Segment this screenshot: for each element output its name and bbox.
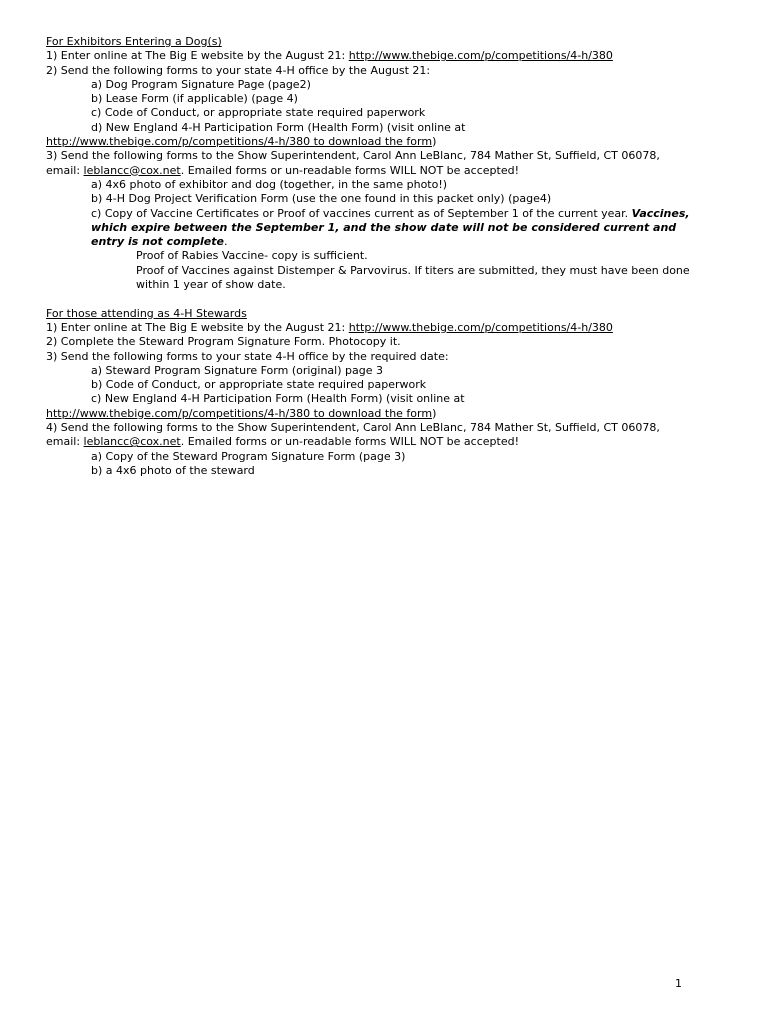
exhibitor-step-3c-warning-2: which expire between the September 1, and the show date will not be considered current and [91,220,677,234]
vaccine-text: c) Copy of Vaccine Certificates or Proof of vaccines current as of September 1 of the current year. [91,206,632,220]
steward-step-3b: b) Code of Conduct, or appropriate state required paperwork [91,378,427,392]
rabies-proof: Proof of Rabies Vaccine- copy is sufficient. [136,249,368,263]
steward-step-3c-link-line [46,407,726,421]
email-link[interactable]: leblancc@cox.net [83,435,181,449]
exhibitor-step-3-email-line [46,164,726,178]
exhibitor-step-3b: b) 4-H Dog Project Verification Form (use the one found in this packet only) (page4) [91,192,552,206]
close-paren: ) [432,406,437,420]
email-label: email: [46,435,84,449]
steward-step-4-email-line [46,435,726,449]
step-text: 1) Enter online at The Big E website by the August 21: [46,320,349,334]
exhibitor-step-3c [46,207,726,221]
exhibitor-step-3: 3) Send the following forms to the Show Superintendent, Carol Ann LeBlanc, 784 Mather St, Suffield, CT 06078, [46,149,660,163]
section-gap [46,292,726,306]
exhibitor-step-1 [46,49,726,63]
competition-link[interactable]: http://www.thebige.com/p/competitions/4-h/380 [348,49,613,63]
steward-step-2: 2) Complete the Steward Program Signature Form. Photocopy it. [46,335,401,349]
steward-step-3a: a) Steward Program Signature Form (original) page 3 [91,363,383,377]
exhibitor-step-2d: d) New England 4-H Participation Form (Health Form) (visit online at [91,120,466,134]
step-text: 1) Enter online at The Big E website by the August 21: [46,49,349,63]
steward-step-3: 3) Send the following forms to your state 4-H office by the required date: [46,349,449,363]
distemper-proof: Proof of Vaccines against Distemper & Parvovirus. If titers are submitted, they must have been done [136,263,690,277]
vaccine-warning-end: entry is not complete [91,235,224,249]
close-paren: ) [432,135,437,149]
steward-step-4: 4) Send the following forms to the Show Superintendent, Carol Ann LeBlanc, 784 Mather St, Suffield, CT 06078, [46,421,660,435]
steward-step-4a: a) Copy of the Steward Program Signature Form (page 3) [91,449,406,463]
vaccine-warning: Vaccines, [631,206,690,220]
exhibitor-step-2a: a) Dog Program Signature Page (page2) [91,77,311,91]
email-label: email: [46,163,84,177]
section-heading-stewards: For those attending as 4-H Stewards [46,306,247,320]
exhibitor-step-2c: c) Code of Conduct, or appropriate state required paperwork [91,106,426,120]
exhibitor-step-2: 2) Send the following forms to your state 4-H office by the August 21: [46,63,431,77]
exhibitor-step-2b: b) Lease Form (if applicable) (page 4) [91,92,298,106]
exhibitor-step-3a: a) 4x6 photo of exhibitor and dog (together, in the same photo!) [91,177,448,191]
document-page [46,35,726,478]
exhibitor-step-3c-warning-3 [46,235,726,249]
download-form-link[interactable]: http://www.thebige.com/p/competitions/4-h/380 to download the form [46,135,433,149]
page-number: 1 [675,977,682,990]
download-form-link[interactable]: http://www.thebige.com/p/competitions/4-h/380 to download the form [46,406,433,420]
steward-step-3c: c) New England 4-H Participation Form (Health Form) (visit online at [91,392,465,406]
email-note: . Emailed forms or un-readable forms WILL NOT be accepted! [180,163,519,177]
email-link[interactable]: leblancc@cox.net [83,163,181,177]
email-note: . Emailed forms or un-readable forms WILL NOT be accepted! [180,435,519,449]
competition-link[interactable]: http://www.thebige.com/p/competitions/4-h/380 [348,320,613,334]
distemper-proof-cont: within 1 year of show date. [136,278,286,292]
steward-step-4b: b) a 4x6 photo of the steward [91,463,255,477]
section-heading-exhibitors: For Exhibitors Entering a Dog(s) [46,35,222,48]
period: . [223,235,228,249]
exhibitor-step-2d-link-line [46,135,726,149]
steward-step-1 [46,321,726,335]
